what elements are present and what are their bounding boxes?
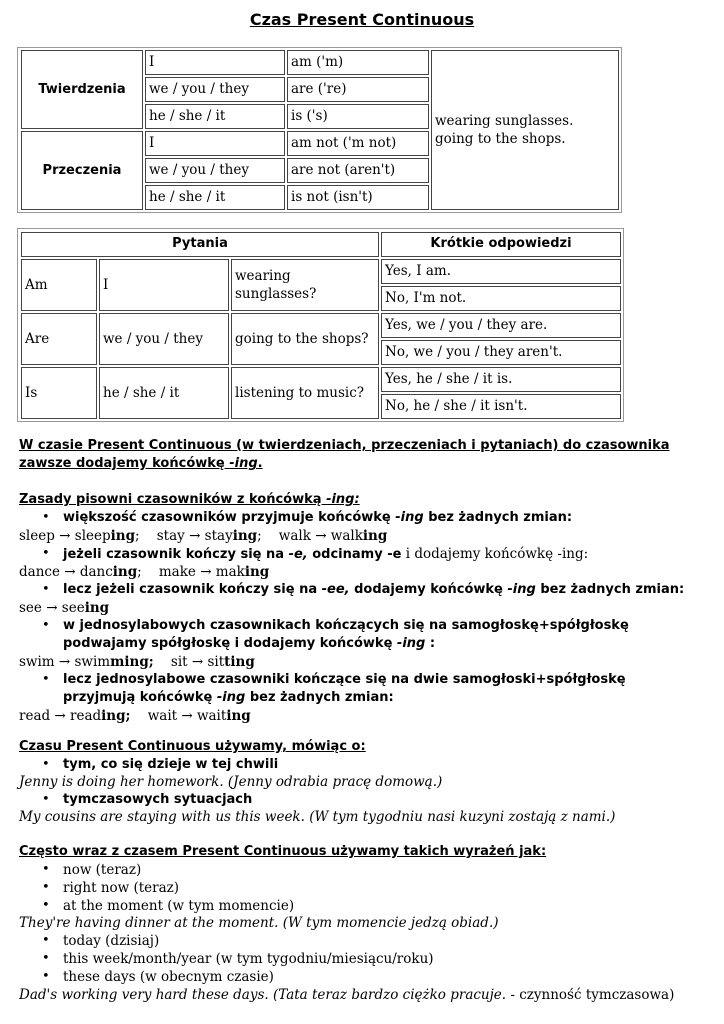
subject-text: we / you / they — [103, 331, 203, 347]
verb-cell — [231, 259, 379, 311]
example-plain: - czynność tymczasowa) — [506, 987, 675, 1003]
ex-text: ; walk → walk — [257, 528, 363, 544]
usage-heading: Czasu Present Continuous używamy, mówiąc o: — [19, 739, 366, 754]
bullet: • — [42, 862, 50, 877]
rule-text: bez żadnych zmian: — [245, 690, 394, 705]
verb-text — [235, 267, 316, 303]
bullet: • — [42, 672, 50, 687]
aux-text: Is — [25, 385, 38, 401]
expression-item: now (teraz) — [63, 862, 142, 878]
rule-text: podwajamy spółgłoskę i dodajemy końcówkę — [63, 636, 397, 651]
ex-ing: ming; — [110, 654, 154, 670]
usage-example: My cousins are staying with us this week. (W tym tygodniu nasi kuzyni zostają z nami.) — [19, 809, 616, 825]
subject-cell — [99, 367, 229, 419]
usage-item: tymczasowych sytuacjach — [63, 792, 253, 807]
aux-text: Am — [25, 277, 48, 293]
rule-text: i dodajemy końcówkę -ing: — [401, 546, 589, 562]
bullet: • — [42, 618, 50, 633]
ex-text: sleep → sleep — [19, 528, 111, 544]
spelling-example — [19, 527, 387, 545]
rule-ee: -ee, — [321, 582, 350, 597]
short-answers-header: Krótkie odpowiedzi — [381, 232, 621, 257]
expression-item: right now (teraz) — [63, 880, 180, 896]
spelling-rule: lecz jednosylabowe czasowniki kończące się na dwie samogłoski+spółgłoskę — [63, 672, 626, 687]
verb-line: wearing — [235, 268, 291, 284]
ex-ing: ing — [110, 528, 136, 544]
form-cell: am ('m) — [287, 50, 429, 75]
ex-text: dance → danc — [19, 564, 113, 580]
rule-text: przyjmują końcówkę — [63, 690, 217, 705]
example-line: wearing sunglasses. — [435, 113, 574, 129]
ex-ing: ing — [226, 708, 251, 724]
aux-text: Are — [25, 331, 50, 347]
subject-text: I — [103, 277, 109, 293]
bullet: • — [42, 582, 50, 597]
usage-example: Jenny is doing her homework. (Jenny odrabia pracę domową.) — [19, 774, 443, 790]
subject-cell — [99, 313, 229, 365]
subject-cell — [99, 259, 229, 311]
rule-text: jeżeli czasownik kończy się na — [63, 547, 289, 562]
form-cell: are not (aren't) — [287, 158, 429, 183]
bullet: • — [42, 757, 50, 772]
no-answer-cell: No, we / you / they aren't. — [381, 340, 621, 365]
subject-cell: we / you / they — [145, 77, 285, 102]
intro-ing: -ing — [229, 456, 258, 471]
form-cell: is not (isn't) — [287, 185, 429, 210]
rule-e: -e — [387, 547, 402, 562]
ex-ing: ing — [112, 564, 138, 580]
spelling-heading — [19, 491, 360, 509]
affirmative-label — [21, 50, 143, 129]
ex-ing: ing — [244, 564, 270, 580]
spelling-rule — [63, 689, 394, 707]
rule-e: -e, — [288, 547, 308, 562]
heading-text: Zasady pisowni czasowników z końcówką — [19, 492, 327, 507]
subject-cell: he / she / it — [145, 104, 285, 129]
ex-text: ; stay → stay — [135, 528, 233, 544]
usage-item: tym, co się dzieje w tej chwili — [63, 757, 279, 772]
spelling-example — [19, 599, 109, 617]
ex-ing: ing — [362, 528, 388, 544]
rule-text: lecz jeżeli czasownik kończy się na — [63, 582, 322, 597]
intro-line — [19, 455, 263, 473]
ex-ing: ting — [224, 654, 255, 670]
rule-text: odcinamy — [307, 547, 388, 562]
yes-answer-cell: Yes, I am. — [381, 259, 621, 284]
expression-item: today (dzisiaj) — [63, 933, 160, 949]
ex-text: see → see — [19, 600, 85, 616]
bullet: • — [42, 792, 50, 807]
subject-cell: I — [145, 131, 285, 156]
page-title: Czas Present Continuous — [249, 10, 475, 29]
aux-cell — [21, 259, 97, 311]
ex-text: read → read — [19, 708, 102, 724]
subject-cell: we / you / they — [145, 158, 285, 183]
spelling-rule: w jednosylabowych czasownikach kończących się na samogłoskę+spółgłoskę — [63, 618, 629, 633]
examples-text — [435, 112, 573, 148]
spelling-rule — [63, 509, 572, 527]
expression-item: at the moment (w tym momencie) — [63, 898, 295, 914]
ex-ing: ing; — [101, 708, 131, 724]
rule-text: : — [425, 636, 436, 651]
form-cell: is ('s) — [287, 104, 429, 129]
rule-text: większość czasowników przyjmuje końcówkę — [63, 510, 396, 525]
intro-dot: . — [257, 456, 263, 471]
example-line: going to the shops. — [435, 131, 566, 147]
expressions-heading: Często wraz z czasem Present Continuous używamy takich wyrażeń jak: — [19, 844, 547, 859]
expression-item: these days (w obecnym czasie) — [63, 969, 274, 985]
affirmative-label-text: Twierdzenia — [38, 81, 126, 97]
subject-cell: he / she / it — [145, 185, 285, 210]
spelling-rule — [63, 545, 588, 564]
questions-header: Pytania — [21, 232, 379, 257]
aux-cell — [21, 313, 97, 365]
bullet: • — [42, 969, 50, 984]
bullet: • — [42, 951, 50, 966]
ex-ing: ing — [84, 600, 110, 616]
spelling-example — [19, 563, 269, 581]
verb-text: going to the shops? — [235, 331, 369, 347]
ex-ing: ing — [232, 528, 258, 544]
form-cell: are ('re) — [287, 77, 429, 102]
bullet: • — [42, 510, 50, 525]
rule-ing: -ing — [216, 690, 246, 705]
verb-cell — [231, 313, 379, 365]
heading-ing: -ing: — [326, 492, 360, 507]
ex-text: ; make → mak — [137, 564, 245, 580]
verb-cell — [231, 367, 379, 419]
rule-text: bez żadnych zmian: — [423, 510, 573, 525]
intro-line: W czasie Present Continuous (w twierdzeniach, przeczeniach i pytaniach) do czasownika — [19, 438, 670, 453]
ex-text: swim → swim — [19, 654, 111, 670]
examples-cell — [431, 50, 619, 210]
negative-label — [21, 131, 143, 210]
subject-cell: I — [145, 50, 285, 75]
intro-text: zawsze dodajemy końcówkę — [19, 456, 230, 471]
ex-text: wait → wait — [130, 708, 227, 724]
expression-example — [19, 986, 674, 1004]
verb-text: listening to music? — [235, 385, 365, 401]
no-answer-cell: No, he / she / it isn't. — [381, 394, 621, 419]
rule-ing: -ing — [396, 636, 426, 651]
verb-line: sunglasses? — [235, 286, 317, 302]
subject-text: he / she / it — [103, 385, 180, 401]
bullet: • — [42, 933, 50, 948]
rule-text: bez żadnych zmian: — [535, 582, 685, 597]
bullet: • — [42, 546, 50, 561]
rule-ing: -ing — [395, 510, 424, 525]
spelling-example — [19, 653, 255, 671]
ex-text: sit → sit — [153, 654, 225, 670]
rule-text: dodajemy końcówkę — [349, 582, 508, 597]
bullet: • — [42, 898, 50, 913]
yes-answer-cell: Yes, he / she / it is. — [381, 367, 621, 392]
spelling-rule — [63, 635, 435, 653]
form-cell: am not ('m not) — [287, 131, 429, 156]
rule-ing: -ing — [507, 582, 536, 597]
negative-label-text: Przeczenia — [42, 162, 122, 178]
spelling-rule — [63, 581, 684, 599]
expression-example: They're having dinner at the moment. (W tym momencie jedzą obiad.) — [19, 915, 499, 931]
spelling-example — [19, 707, 251, 725]
aux-cell — [21, 367, 97, 419]
expression-item: this week/month/year (w tym tygodniu/miesiącu/roku) — [63, 951, 434, 967]
example-italic: Dad's working very hard these days. (Tata teraz bardzo ciężko pracuje. — [19, 987, 507, 1003]
no-answer-cell: No, I'm not. — [381, 286, 621, 311]
yes-answer-cell: Yes, we / you / they are. — [381, 313, 621, 338]
bullet: • — [42, 880, 50, 895]
